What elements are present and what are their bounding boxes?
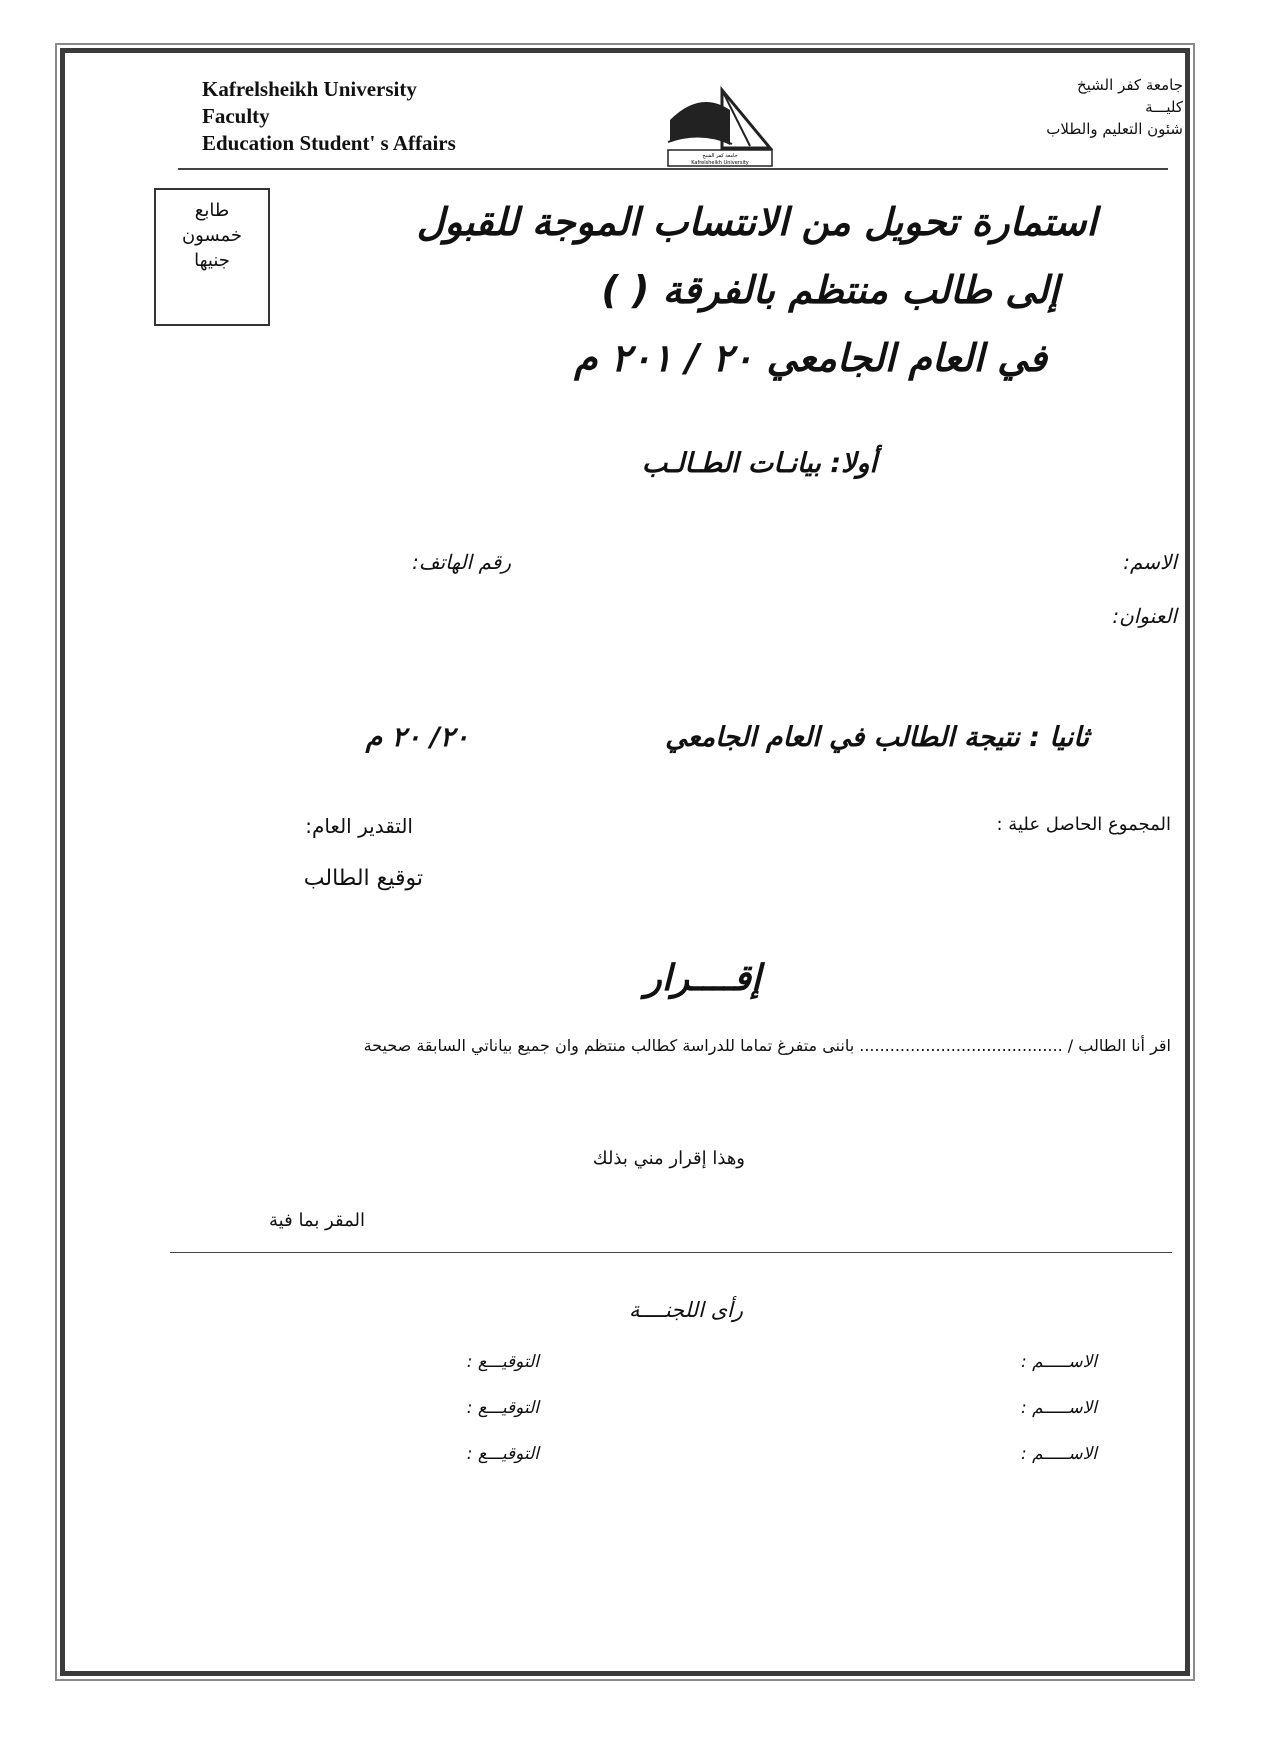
committee-heading: رأى اللجنــــة [628,1298,743,1322]
ar-university: جامعة كفر الشيخ [1076,76,1183,94]
committee-sign-label-3: التوقيـــع : [466,1444,539,1464]
section2-year: ٢٠/ ٢٠ م [365,722,469,753]
ar-affairs: شئون التعليم والطلاب [1046,120,1183,138]
committee-sign-label-2: التوقيـــع : [466,1398,539,1418]
phone-label: رقم الهاتف: [412,550,511,574]
declaration-heading: إقــــرار [644,958,761,999]
committee-sign-label-1: التوقيـــع : [466,1352,539,1372]
section1-heading: أولا: بيانـات الطـالـب [641,448,877,479]
total-label: المجموع الحاصل علية : [996,814,1171,835]
address-label: العنوان: [1112,604,1177,628]
university-logo [660,80,780,170]
signer-label: المقر بما فية [269,1210,365,1231]
declaration-closing: وهذا إقرار مني بذلك [592,1148,745,1169]
header-divider [178,168,1168,170]
declaration-text: اقر أنا الطالب / ........................................ باننى متفرغ تماما للدراسة كطالب منتظم وان جميع بياناتي السابقة صحيحة [363,1036,1171,1055]
grade-label: التقدير العام: [305,814,413,838]
section2-heading: ثانيا : نتيجة الطالب في العام الجامعي [665,722,1089,753]
header-en [202,76,456,157]
logo-text-ar: جامعة كفر الشيخ [702,153,738,159]
committee-name-label-2: الاســـــم : [1020,1398,1097,1418]
logo-text-en: Kafrelsheikh University [691,160,749,166]
student-signature-label: توقيع الطالب [303,866,423,891]
name-label: الاسم: [1123,550,1177,574]
en-affairs: Education Student' s Affairs [202,131,456,155]
stamp-line1: طابع [194,200,230,221]
header-ar [923,74,1183,140]
committee-name-label-1: الاســـــم : [1020,1352,1097,1372]
form-title-line3: في العام الجامعي ٢٠ / ٢٠١ م [574,336,1047,380]
stamp-line3: جنيها [194,250,230,271]
form-title-line2: إلى طالب منتظم بالفرقة ( ) [601,268,1059,312]
committee-divider [170,1252,1172,1253]
committee-name-label-3: الاســـــم : [1020,1444,1097,1464]
en-faculty: Faculty [202,104,270,128]
form-title-line1: استمارة تحويل من الانتساب الموجة للقبول [416,200,1097,244]
ar-faculty: كليـــة [1145,98,1183,116]
en-university: Kafrelsheikh University [202,77,417,101]
stamp-line2: خمسون [181,225,243,246]
